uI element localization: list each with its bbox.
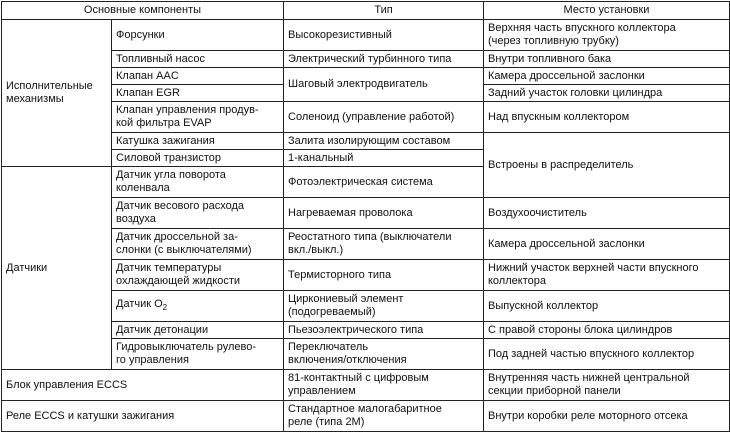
- location-cell: Камера дроссельной заслонки: [484, 68, 730, 85]
- type-cell: Соленоид (управление работой): [284, 102, 484, 133]
- location-cell: Встроены в распределитель: [484, 133, 730, 198]
- component-cell: Клапан AAC: [112, 68, 284, 85]
- type-cell: 1-канальный: [284, 150, 484, 167]
- type-cell: Термисторного типа: [284, 260, 484, 291]
- component-cell: Катушка зажигания: [112, 133, 284, 150]
- component-text: Датчик O: [116, 297, 163, 310]
- component-cell: Датчик детонации: [112, 322, 284, 339]
- type-cell: Циркониевый элемент (подогреваемый): [284, 291, 484, 322]
- header-type: Тип: [284, 2, 484, 20]
- type-cell: Шаговый электродвигатель: [284, 68, 484, 102]
- table-row: [2, 20, 730, 51]
- component-cell: Гидровыключатель рулево- го управления: [112, 339, 284, 370]
- table-row: [2, 51, 730, 68]
- table-row: [2, 322, 730, 339]
- type-cell: Стандартное малогабаритное реле (типа 2M): [284, 401, 484, 432]
- table-row: [2, 370, 730, 401]
- location-cell: Задний участок головки цилиндра: [484, 85, 730, 102]
- component-cell: Блок управления ECCS: [2, 370, 284, 401]
- component-cell: Датчик весового расхода воздуха: [112, 198, 284, 229]
- table-row: [2, 198, 730, 229]
- component-cell: Форсунки: [112, 20, 284, 51]
- location-cell: Нижний участок верхней части впускного коллектора: [484, 260, 730, 291]
- location-cell: Камера дроссельной заслонки: [484, 229, 730, 260]
- component-cell: Реле ECCS и катушки зажигания: [2, 401, 284, 432]
- table-row: [2, 401, 730, 432]
- component-cell: Датчик угла поворота коленвала: [112, 167, 284, 198]
- header-components: Основные компоненты: [2, 2, 284, 20]
- group-actuators: Исполнительные механизмы: [2, 20, 112, 167]
- type-cell: Электрический турбинного типа: [284, 51, 484, 68]
- table-row: [2, 339, 730, 370]
- component-cell: Датчик температуры охлаждающей жидкости: [112, 260, 284, 291]
- location-cell: Внутренняя часть нижней центральной секции приборной панели: [484, 370, 730, 401]
- table-row: [2, 229, 730, 260]
- components-table: [1, 1, 730, 432]
- table-row: [2, 68, 730, 85]
- group-sensors: Датчики: [2, 167, 112, 370]
- location-cell: Над впускным коллектором: [484, 102, 730, 133]
- table-row: [2, 102, 730, 133]
- table-row: [2, 291, 730, 322]
- type-cell: 81-контактный с цифровым управлением: [284, 370, 484, 401]
- table-row: [2, 260, 730, 291]
- location-cell: С правой стороны блока цилиндров: [484, 322, 730, 339]
- type-cell: Фотоэлектрическая система: [284, 167, 484, 198]
- component-cell: Силовой транзистор: [112, 150, 284, 167]
- location-cell: Выпускной коллектор: [484, 291, 730, 322]
- table-row: [2, 133, 730, 150]
- component-cell: Датчик дроссельной за- слонки (с выключателями): [112, 229, 284, 260]
- type-cell: Реостатного типа (выключатели вкл./выкл.): [284, 229, 484, 260]
- component-cell: [112, 291, 284, 322]
- component-cell: Клапан EGR: [112, 85, 284, 102]
- header-row: [2, 2, 730, 20]
- location-cell: Верхняя часть впускного коллектора (через топливную трубку): [484, 20, 730, 51]
- location-cell: Воздухоочиститель: [484, 198, 730, 229]
- type-cell: Высокорезистивный: [284, 20, 484, 51]
- component-cell: Топливный насос: [112, 51, 284, 68]
- type-cell: Нагреваемая проволока: [284, 198, 484, 229]
- type-cell: Переключатель включения/отключения: [284, 339, 484, 370]
- location-cell: Внутри коробки реле моторного отсека: [484, 401, 730, 432]
- type-cell: Пьезоэлектрического типа: [284, 322, 484, 339]
- component-cell: Клапан управления продув- кой фильтра EVAP: [112, 102, 284, 133]
- type-cell: Залита изолирующим составом: [284, 133, 484, 150]
- header-location: Место установки: [484, 2, 730, 20]
- component-subscript: 2: [162, 303, 168, 313]
- location-cell: Внутри топливного бака: [484, 51, 730, 68]
- location-cell: Под задней частью впускного коллектор: [484, 339, 730, 370]
